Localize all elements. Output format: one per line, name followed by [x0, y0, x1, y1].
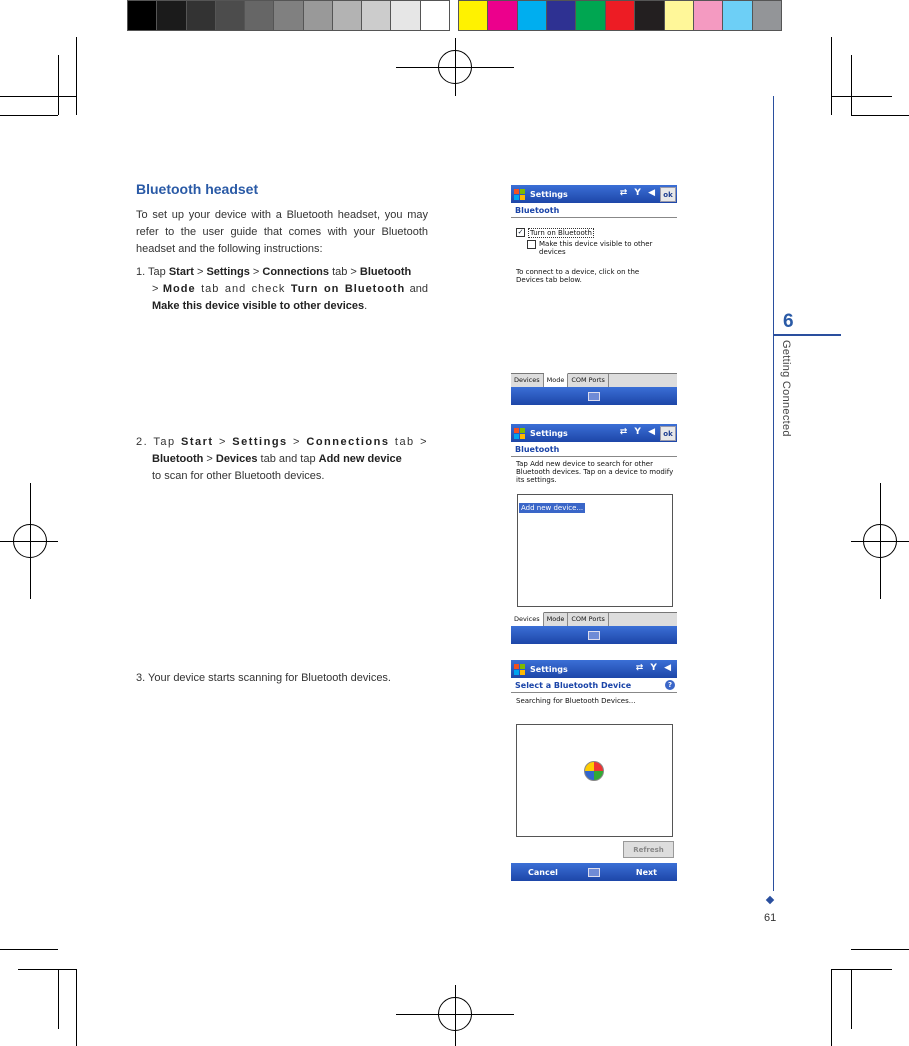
- cancel-softkey[interactable]: Cancel: [528, 868, 558, 877]
- crop-mark: [58, 969, 59, 1029]
- app-title: Settings: [530, 189, 568, 199]
- device-results-list[interactable]: [516, 724, 673, 837]
- crop-mark: [832, 969, 892, 970]
- checkbox-label: Make this device visible to other devices: [539, 240, 653, 256]
- page-title: Bluetooth: [511, 203, 677, 218]
- step-1: 1. Tap Start > Settings > Connections tab > Bluetooth > Mode tab and check Turn on Bluetooth and Make this device visible to other devices.: [136, 266, 428, 312]
- page-title-text: Select a Bluetooth Device: [515, 681, 632, 690]
- color-swatch: [606, 1, 635, 30]
- crop-mark: [0, 115, 58, 116]
- step-2: 2. Tap Start > Settings > Connections tab > Bluetooth > Devices tab and tap Add new device to scan for other Bluetooth devices.: [136, 436, 428, 482]
- color-swatch: [128, 1, 157, 30]
- app-title: Settings: [530, 428, 568, 438]
- step-3: 3. Your device starts scanning for Bluetooth devices.: [136, 672, 391, 684]
- color-swatch: [547, 1, 576, 30]
- screenshot-bluetooth-devices: [511, 424, 677, 645]
- color-swatch: [753, 1, 781, 30]
- color-swatch: [518, 1, 547, 30]
- chapter-number: 6: [783, 311, 794, 332]
- crop-mark: [76, 37, 77, 115]
- crop-mark: [851, 969, 852, 1029]
- page-title: [511, 678, 677, 693]
- color-swatch: [421, 1, 449, 30]
- section-heading: Bluetooth headset: [136, 181, 259, 197]
- windows-start-icon[interactable]: [514, 428, 525, 439]
- visible-checkbox[interactable]: [511, 237, 677, 256]
- soft-key-bar: [511, 387, 677, 405]
- soft-key-bar: [511, 626, 677, 644]
- registration-mark: [13, 524, 47, 558]
- turn-on-bluetooth-checkbox[interactable]: [511, 218, 677, 237]
- crop-mark: [851, 115, 909, 116]
- color-swatch: [576, 1, 605, 30]
- tab-com-ports[interactable]: COM Ports: [568, 374, 609, 387]
- status-icons: ⇄ Y ◀: [635, 663, 673, 673]
- color-swatch: [187, 1, 216, 30]
- help-icon[interactable]: ?: [665, 680, 675, 690]
- crop-mark: [831, 37, 832, 115]
- intro-paragraph: To set up your device with a Bluetooth headset, you may refer to the user guide that comes with your Bluetooth headset and the following instructions:: [136, 209, 428, 255]
- crop-mark: [0, 949, 58, 950]
- checkbox-checked-icon[interactable]: ✓: [517, 228, 524, 236]
- title-bar: [511, 185, 677, 203]
- grayscale-calibration-bar: [127, 0, 450, 31]
- registration-mark: [438, 997, 472, 1031]
- checkbox-label: Turn on Bluetooth: [530, 228, 592, 237]
- searching-status: Searching for Bluetooth Devices...: [516, 697, 636, 705]
- windows-start-icon[interactable]: [514, 664, 525, 675]
- color-swatch: [694, 1, 723, 30]
- color-swatch: [635, 1, 664, 30]
- crop-mark: [831, 969, 832, 1046]
- title-bar: [511, 424, 677, 442]
- color-swatch: [665, 1, 694, 30]
- chapter-title: Getting Connected: [780, 340, 792, 437]
- color-swatch: [723, 1, 752, 30]
- tab-devices[interactable]: Devices: [511, 374, 544, 387]
- color-calibration-bar: [458, 0, 782, 31]
- title-bar: [511, 660, 677, 678]
- keyboard-icon[interactable]: [588, 631, 600, 640]
- color-swatch: [274, 1, 303, 30]
- crop-mark: [58, 55, 59, 115]
- crop-mark: [76, 969, 77, 1046]
- next-softkey[interactable]: Next: [635, 868, 657, 877]
- color-swatch: [245, 1, 274, 30]
- tab-strip: [511, 612, 677, 626]
- color-swatch: [304, 1, 333, 30]
- crop-mark: [851, 55, 852, 115]
- page-diamond-icon: [766, 896, 774, 904]
- tab-strip: [511, 373, 677, 387]
- color-swatch: [391, 1, 420, 30]
- keyboard-icon[interactable]: [588, 392, 600, 401]
- ok-button[interactable]: ok: [660, 187, 676, 202]
- device-list[interactable]: [517, 494, 673, 607]
- color-swatch: [157, 1, 186, 30]
- status-icons: ⇄ Y ◀: [619, 427, 657, 437]
- tab-com-ports[interactable]: COM Ports: [568, 613, 609, 626]
- app-title: Settings: [530, 664, 568, 674]
- color-swatch: [333, 1, 362, 30]
- windows-start-icon[interactable]: [514, 189, 525, 200]
- tab-devices[interactable]: Devices: [511, 612, 544, 626]
- busy-spinner-icon: [584, 761, 604, 781]
- devices-hint: Tap Add new device to search for other Bluetooth devices. Tap on a device to modify its settings.: [516, 460, 674, 484]
- crop-mark: [832, 96, 892, 97]
- crop-mark: [18, 969, 76, 970]
- color-swatch: [488, 1, 517, 30]
- page-number: 61: [764, 912, 777, 924]
- color-swatch: [362, 1, 391, 30]
- tab-mode[interactable]: Mode: [544, 373, 569, 387]
- screenshot-bluetooth-mode: [511, 185, 677, 405]
- add-new-device-item[interactable]: Add new device...: [521, 504, 584, 512]
- refresh-button[interactable]: Refresh: [623, 841, 674, 858]
- color-swatch: [216, 1, 245, 30]
- registration-mark: [438, 50, 472, 84]
- connect-hint: To connect to a device, click on the Devices tab below.: [516, 268, 640, 284]
- crop-mark: [851, 949, 909, 950]
- color-swatch: [459, 1, 488, 30]
- soft-key-bar: [511, 863, 677, 881]
- checkbox-icon[interactable]: [527, 240, 536, 249]
- registration-mark: [863, 524, 897, 558]
- ok-button[interactable]: ok: [660, 426, 676, 441]
- chapter-tab-rule: [773, 334, 841, 336]
- status-icons: ⇄ Y ◀: [619, 188, 657, 198]
- crop-mark: [18, 96, 76, 97]
- screenshot-select-bluetooth-device: [511, 660, 677, 881]
- tab-mode[interactable]: Mode: [544, 613, 569, 626]
- page-title: Bluetooth: [511, 442, 677, 457]
- keyboard-icon[interactable]: [588, 868, 600, 877]
- chapter-side-rule: [773, 96, 774, 891]
